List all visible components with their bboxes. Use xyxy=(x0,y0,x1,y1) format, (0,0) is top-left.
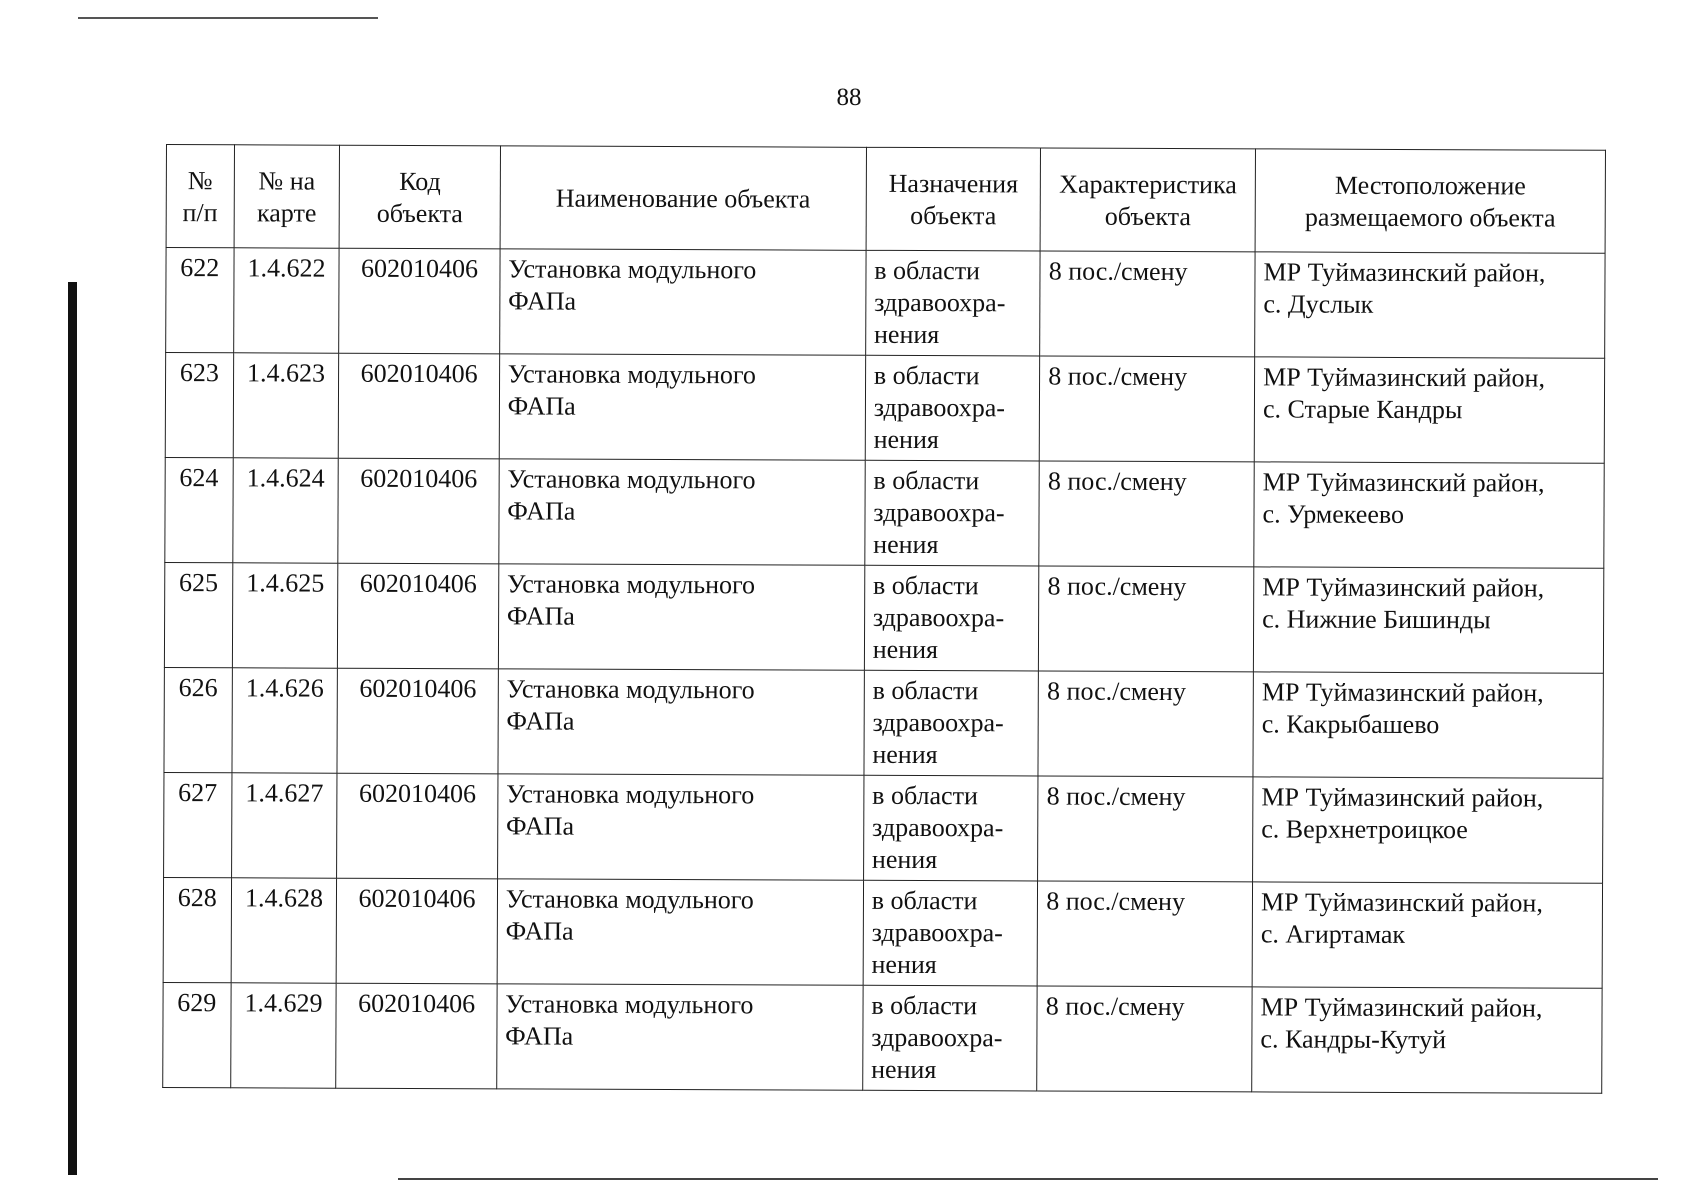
cell-object-characteristic: 8 пос./смену xyxy=(1037,881,1252,987)
table-row xyxy=(165,353,1604,464)
cell-object-code: 602010406 xyxy=(339,353,500,459)
cell-object-name: Установка модульного ФАПа xyxy=(499,354,865,460)
cell-object-name: Установка модульного ФАПа xyxy=(497,879,863,985)
cell-object-location: МР Туймазинский район, с. Старые Кандры xyxy=(1254,357,1604,463)
cell-object-name: Установка модульного ФАПа xyxy=(497,774,863,880)
cell-object-characteristic: 8 пос./смену xyxy=(1040,356,1255,462)
cell-object-characteristic: 8 пос./смену xyxy=(1039,461,1254,567)
cell-object-purpose: в области здравоохра- нения xyxy=(865,460,1040,566)
cell-map-number: 1.4.626 xyxy=(232,668,338,773)
cell-map-number: 1.4.627 xyxy=(231,773,337,878)
cell-num: 626 xyxy=(164,667,232,772)
table-row xyxy=(164,772,1603,883)
table-row xyxy=(165,457,1604,568)
cell-map-number: 1.4.625 xyxy=(232,563,338,668)
cell-object-characteristic: 8 пос./смену xyxy=(1039,566,1254,672)
header-object-characteristic: Характеристика объекта xyxy=(1040,148,1255,252)
cell-num: 629 xyxy=(163,982,231,1087)
scan-edge-bar xyxy=(68,282,77,1175)
cell-object-code: 602010406 xyxy=(337,878,498,984)
cell-map-number: 1.4.622 xyxy=(233,248,339,353)
cell-object-location: МР Туймазинский район, с. Нижние Бишинды xyxy=(1253,567,1603,673)
top-rule xyxy=(78,17,378,19)
cell-object-characteristic: 8 пос./смену xyxy=(1040,251,1255,357)
header-object-location: Местоположение размещаемого объекта xyxy=(1255,149,1605,253)
cell-map-number: 1.4.623 xyxy=(233,353,339,458)
header-object-purpose: Назначения объекта xyxy=(866,147,1041,251)
cell-map-number: 1.4.629 xyxy=(230,983,336,1088)
cell-object-code: 602010406 xyxy=(336,983,497,1089)
table-row xyxy=(164,562,1603,673)
cell-map-number: 1.4.628 xyxy=(231,878,337,983)
cell-object-characteristic: 8 пос./смену xyxy=(1037,986,1252,1092)
cell-object-name: Установка модульного ФАПа xyxy=(496,984,862,1090)
table-row xyxy=(163,877,1602,988)
header-object-code: Код объекта xyxy=(340,145,501,249)
cell-object-purpose: в области здравоохра- нения xyxy=(865,250,1040,356)
table-row xyxy=(163,982,1602,1093)
page-number: 88 xyxy=(836,84,862,111)
cell-object-location: МР Туймазинский район, с. Агиртамак xyxy=(1252,882,1602,988)
cell-num: 627 xyxy=(164,772,232,877)
table-body xyxy=(163,248,1605,1094)
cell-object-purpose: в области здравоохра- нения xyxy=(863,985,1038,1091)
cell-object-code: 602010406 xyxy=(337,773,498,879)
cell-object-name: Установка модульного ФАПа xyxy=(499,249,865,355)
bottom-rule xyxy=(398,1178,1658,1180)
cell-num: 623 xyxy=(165,353,233,458)
table-row xyxy=(166,248,1605,359)
objects-table xyxy=(162,144,1606,1094)
cell-object-purpose: в области здравоохра- нения xyxy=(864,565,1039,671)
cell-object-name: Установка модульного ФАПа xyxy=(499,459,865,565)
cell-object-name: Установка модульного ФАПа xyxy=(498,564,864,670)
cell-object-purpose: в области здравоохра- нения xyxy=(863,880,1038,986)
cell-object-purpose: в области здравоохра- нения xyxy=(865,355,1040,461)
cell-num: 625 xyxy=(164,562,232,667)
cell-num: 622 xyxy=(166,248,234,353)
cell-object-purpose: в области здравоохра- нения xyxy=(864,670,1039,776)
cell-object-code: 602010406 xyxy=(337,668,498,774)
table-row xyxy=(164,667,1603,778)
cell-object-code: 602010406 xyxy=(339,248,500,354)
cell-object-location: МР Туймазинский район, с. Урмекеево xyxy=(1254,462,1604,568)
cell-object-name: Установка модульного ФАПа xyxy=(498,669,864,775)
cell-num: 628 xyxy=(163,877,231,982)
cell-object-location: МР Туймазинский район, с. Дуслык xyxy=(1255,252,1605,358)
header-map-number: № на карте xyxy=(234,145,340,248)
cell-num: 624 xyxy=(165,457,233,562)
cell-object-purpose: в области здравоохра- нения xyxy=(863,775,1038,881)
cell-object-characteristic: 8 пос./смену xyxy=(1038,671,1253,777)
cell-object-code: 602010406 xyxy=(338,458,499,564)
cell-object-location: МР Туймазинский район, с. Кандры-Кутуй xyxy=(1252,987,1602,1093)
cell-object-characteristic: 8 пос./смену xyxy=(1038,776,1253,882)
cell-map-number: 1.4.624 xyxy=(232,458,338,563)
header-object-name: Наименование объекта xyxy=(500,146,866,250)
cell-object-code: 602010406 xyxy=(338,563,499,669)
table-header-row xyxy=(166,145,1605,254)
cell-object-location: МР Туймазинский район, с. Верхнетроицкое xyxy=(1253,777,1603,883)
header-num: № п/п xyxy=(166,145,234,248)
cell-object-location: МР Туймазинский район, с. Какрыбашево xyxy=(1253,672,1603,778)
